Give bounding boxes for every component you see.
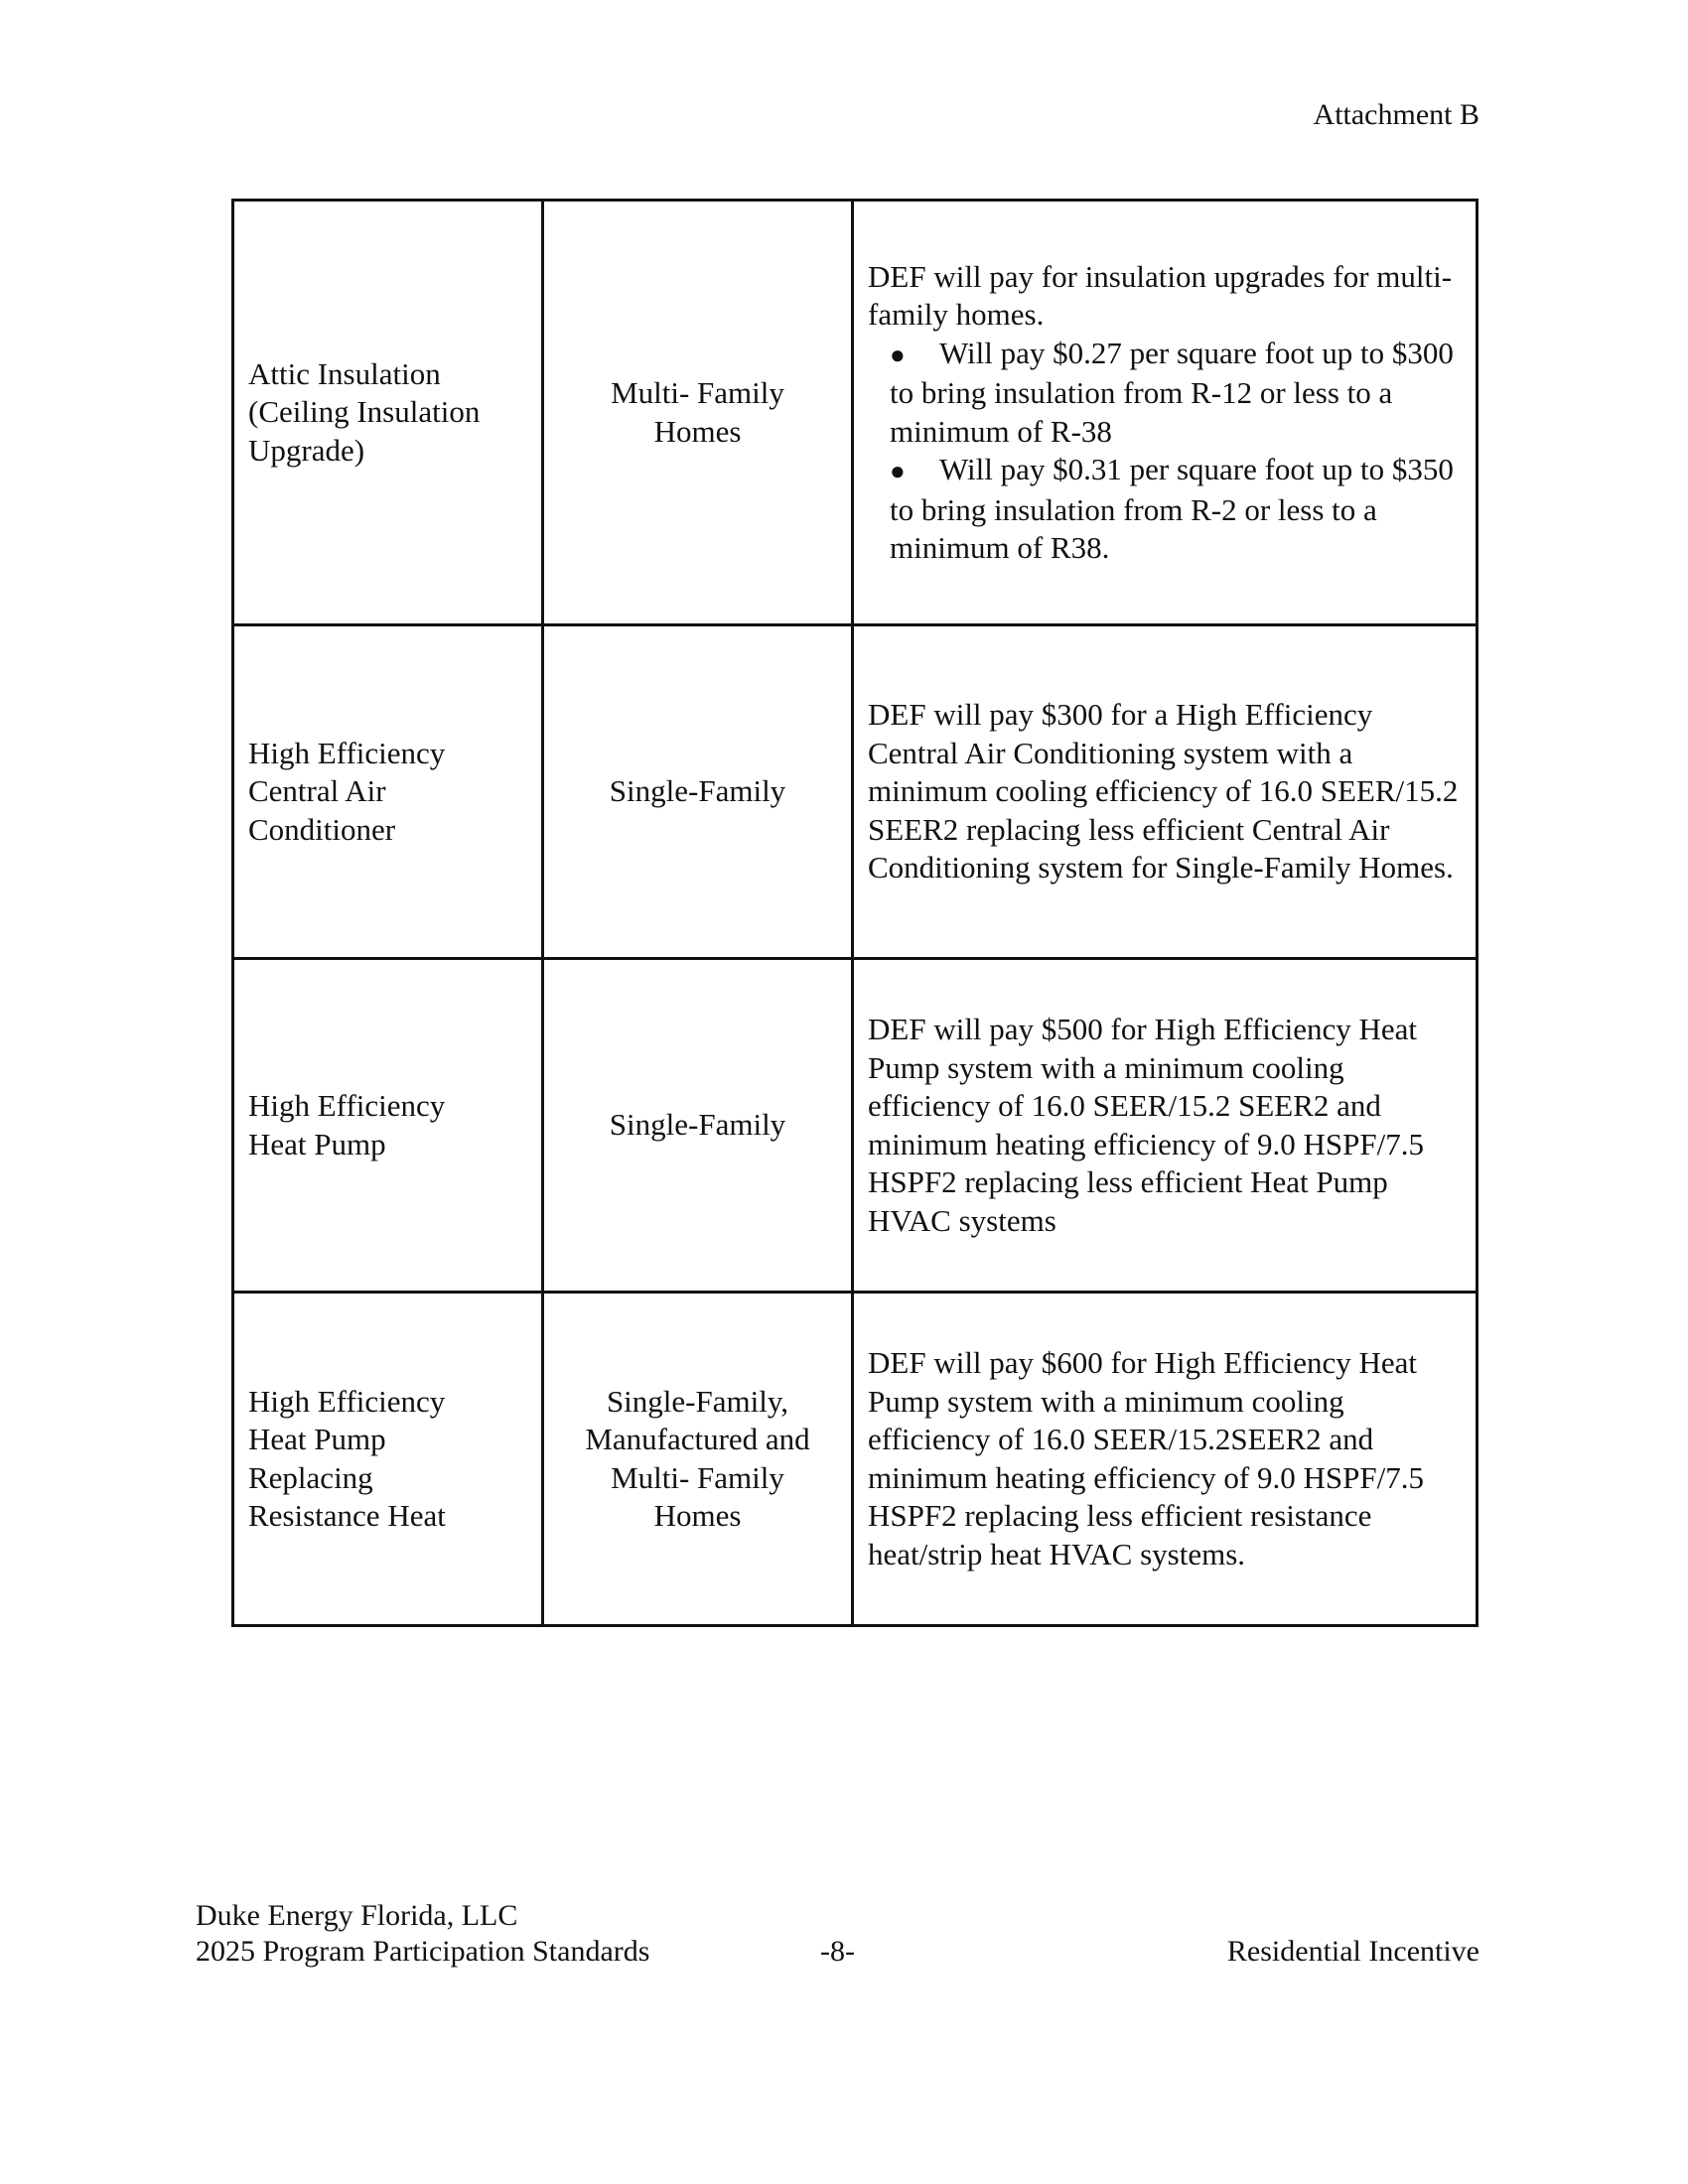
measure-line: Resistance Heat [248,1498,446,1533]
eligibility-line: Single-Family [609,773,786,809]
eligibility-line: Multi- Family [611,375,784,410]
measure-cell [233,201,543,625]
table-row [233,625,1477,959]
eligibility-line: Single-Family [609,1107,786,1143]
footer-document-title: 2025 Program Participation Standards [196,1935,650,1968]
bullet-text: Will pay $0.27 per square foot up to $300 to bring insulation from R-12 or less to a minimum of R-38 [890,335,1454,449]
table-row [233,959,1477,1293]
footer-left [196,1898,649,1970]
eligibility-line: Single-Family, [606,1383,789,1419]
eligibility-cell [543,201,853,625]
description-cell [853,625,1477,959]
attachment-label: Attachment B [1313,98,1479,131]
description-text: DEF will pay for insulation upgrades for multi-family homes. [868,258,1453,332]
description-text: DEF will pay $300 for a High Efficiency Central Air Conditioning system with a minimum cooling efficiency of 16.0 SEER/15.2 SEER2 replacing less efficient Central Air Conditioning system for Single-Family Homes. [868,697,1459,886]
measure-line: (Ceiling Insulation [248,394,481,430]
bullet-text: Will pay $0.31 per square foot up to $350 to bring insulation from R-2 or less to a minimum of R38. [890,452,1454,565]
measure-line: Heat Pump [248,1126,386,1161]
eligibility-cell [543,1293,853,1626]
incentive-table [231,199,1478,1627]
measure-line: Upgrade) [248,432,365,468]
measure-line: Attic Insulation [248,355,441,391]
eligibility-cell [543,625,853,959]
measure-line: High Efficiency [248,735,446,770]
eligibility-line: Manufactured and [585,1422,810,1456]
bullet-icon: ● [890,457,906,485]
measure-line: Central Air [248,773,386,809]
description-cell [853,1293,1477,1626]
table-row [233,201,1477,625]
measure-line: High Efficiency [248,1383,446,1419]
measure-cell [233,1293,543,1626]
eligibility-line: Homes [653,413,742,449]
description-cell [853,959,1477,1293]
footer-company: Duke Energy Florida, LLC [196,1899,518,1932]
measure-cell [233,959,543,1293]
description-text: DEF will pay $600 for High Efficiency Heat Pump system with a minimum cooling efficiency of 16.0 SEER/15.2SEER2 and minimum heating efficiency of 9.0 HSPF/7.5 HSPF2 replacing less efficient resistance heat/strip heat HVAC systems. [868,1345,1424,1571]
measure-line: Replacing [248,1459,373,1495]
page-number: -8- [820,1935,855,1968]
measure-cell [233,625,543,959]
measure-line: High Efficiency [248,1088,446,1123]
measure-line: Conditioner [248,811,396,847]
table-row [233,1293,1477,1626]
description-cell [853,201,1477,625]
bullet-icon: ● [890,340,906,369]
list-item [890,451,1462,568]
eligibility-line: Multi- Family [611,1459,784,1495]
footer-section: Residential Incentive [1226,1935,1479,1968]
eligibility-cell [543,959,853,1293]
list-item [890,335,1462,452]
measure-line: Heat Pump [248,1422,386,1456]
description-text: DEF will pay $500 for High Efficiency Heat Pump system with a minimum cooling efficiency of 16.0 SEER/15.2 SEER2 and minimum heating efficiency of 9.0 HSPF/7.5 HSPF2 replacing less efficient Heat Pump HVAC systems [868,1012,1424,1238]
eligibility-line: Homes [653,1498,742,1533]
bullet-list [868,335,1462,568]
